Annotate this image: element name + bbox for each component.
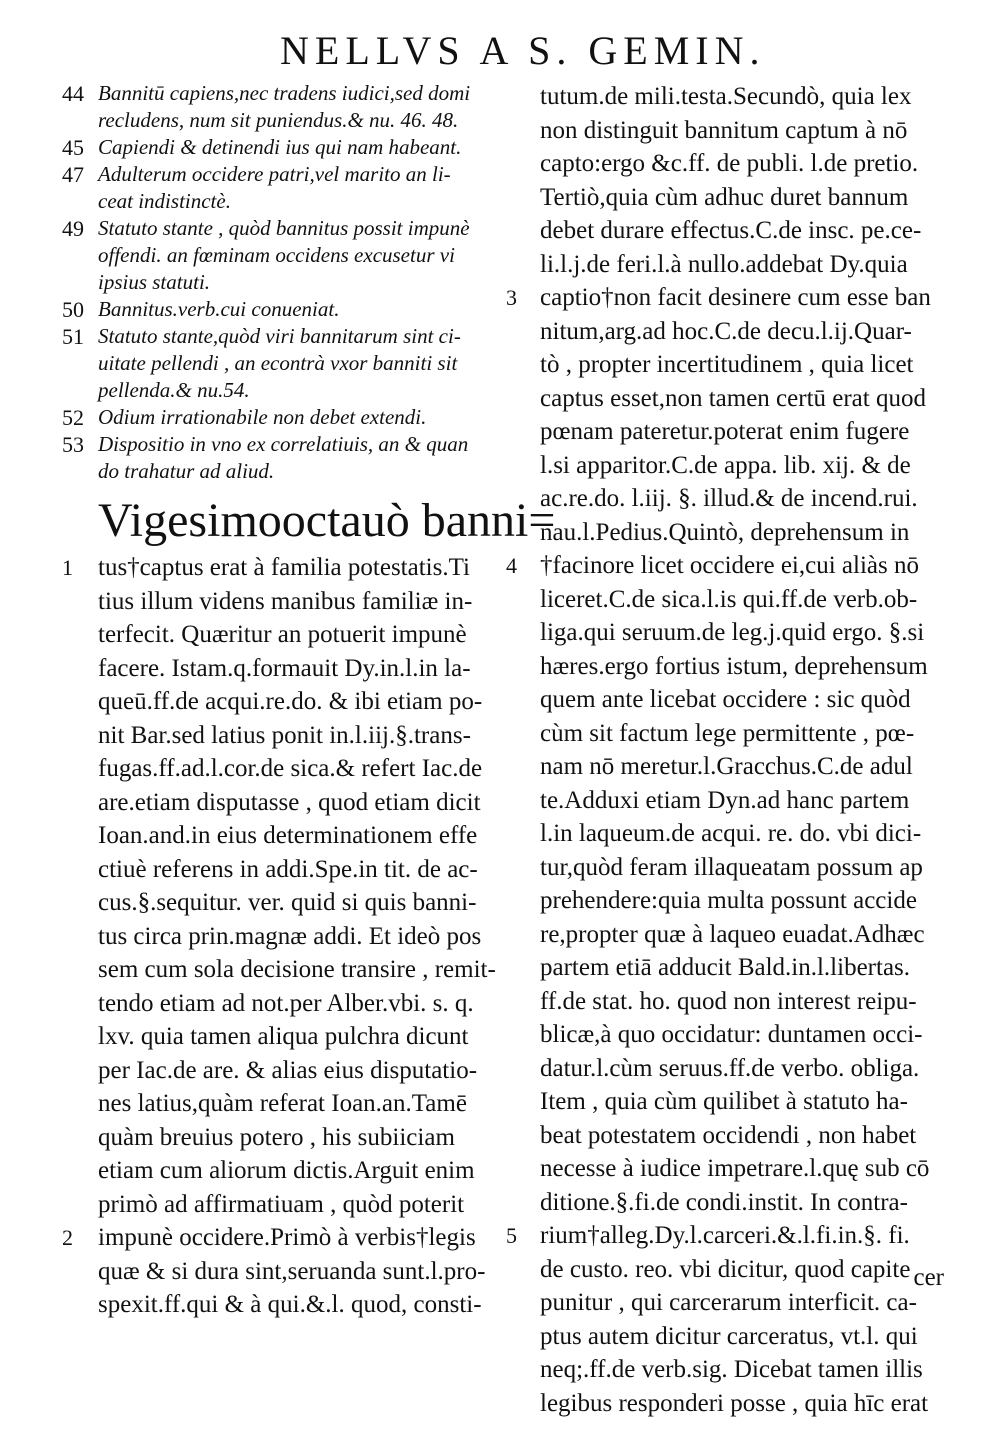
- text-line: [510, 415, 955, 449]
- text-line: [62, 1288, 508, 1322]
- index-entry: [62, 296, 508, 323]
- text-line: [510, 1286, 955, 1320]
- text-line-content: facere. Istam.q.formauit Dy.in.l.in la-: [98, 654, 471, 682]
- text-line: [510, 315, 955, 349]
- text-line: [62, 953, 508, 987]
- text-line: [510, 985, 955, 1019]
- text-line: [62, 551, 508, 585]
- text-line: [510, 650, 955, 684]
- text-line: [62, 1054, 508, 1088]
- text-line-content: quem ante licebat occidere : sic quòd: [540, 686, 911, 713]
- text-line: [62, 1087, 508, 1121]
- text-line-content: per Iac.de are. & alias eius disputatio-: [98, 1056, 478, 1084]
- text-line: [506, 1219, 955, 1253]
- text-line: [510, 382, 955, 416]
- text-line: [510, 750, 955, 784]
- text-line: [510, 951, 955, 985]
- text-line: [510, 80, 955, 114]
- text-line-content: tutum.de mili.testa.Secundò, quia lex: [540, 83, 912, 110]
- text-line: [510, 1186, 955, 1220]
- text-line-content: tur,quòd feram illaqueatam possum ap: [540, 853, 923, 881]
- text-line-content: nes latius,quàm referat Ioan.an.Tamē: [98, 1090, 467, 1117]
- text-line-content: tius illum videns manibus familiæ in-: [98, 587, 473, 615]
- running-head: NELLVS A S. GEMIN.: [280, 28, 766, 73]
- text-line-content: tò , propter incertitudinem , quia licet: [540, 351, 914, 378]
- text-line: [62, 752, 508, 786]
- text-line-content: capto:ergo &c.ff. de publi. l.de pretio.: [540, 150, 919, 177]
- catchword: cer: [913, 1264, 944, 1291]
- text-line: [62, 786, 508, 820]
- text-line-content: partem etiā adducit Bald.in.l.libertas.: [540, 954, 911, 981]
- text-line-content: primò ad affirmatiuam , quòd poterit: [98, 1190, 465, 1218]
- text-line: [510, 482, 955, 516]
- text-line: [510, 516, 955, 550]
- text-line: [62, 618, 508, 652]
- text-line: [510, 1119, 955, 1153]
- index-entry: [62, 404, 508, 431]
- text-line-content: Tertiò,quia cùm adhuc duret bannum: [540, 183, 909, 211]
- text-line: [510, 817, 955, 851]
- index-entry-text: Statuto stante,quòd viri bannitarum sint ci- uitate pellendi , an econtrà vxor banniti sit pellenda.& nu.54.: [98, 324, 461, 402]
- text-line: [510, 181, 955, 215]
- index-entry: [62, 80, 508, 134]
- text-line-content: debet durare effectus.C.de insc. pe.ce-: [540, 217, 922, 244]
- text-line-content: blicæ,à quo occidatur: duntamen occi-: [540, 1021, 923, 1048]
- index-entry-text: Bannitū capiens,nec tradens iudici,sed domi recludens, num sit puniendus.& nu. 46. 48.: [98, 81, 471, 132]
- text-line: [510, 583, 955, 617]
- text-line: [62, 652, 508, 686]
- text-line: [510, 114, 955, 148]
- text-line: [510, 1085, 955, 1119]
- text-line-content: captus esset,non tamen certū erat quod: [540, 384, 926, 412]
- text-line-content: tendo etiam ad not.per Alber.vbi. s. q.: [98, 989, 474, 1017]
- text-line-content: hæres.ergo fortius istum, deprehensum: [540, 652, 928, 680]
- text-line-content: legibus responderi posse , quia hīc erat: [540, 1389, 929, 1417]
- text-line: [62, 1255, 508, 1289]
- text-line: [506, 549, 955, 583]
- text-line-content: nitum,arg.ad hoc.C.de decu.l.ij.Quar-: [540, 317, 912, 345]
- text-line-content: non distinguit bannitum captum à nō: [540, 116, 908, 144]
- text-line: [62, 685, 508, 719]
- index-entry: [62, 134, 508, 161]
- text-line: [510, 147, 955, 181]
- text-line: [510, 1353, 955, 1387]
- text-line-content: tus†captus erat à familia potestatis.Ti: [98, 554, 470, 581]
- text-line-content: ptus autem dicitur carceratus, vt.l. qui: [540, 1322, 918, 1350]
- text-line: [510, 449, 955, 483]
- index-entry-number: 52: [62, 405, 84, 430]
- right-column: [506, 80, 955, 1420]
- index-entry: [62, 431, 508, 485]
- text-line: [510, 1320, 955, 1354]
- text-line-content: beat potestatem occidendi , non habet: [540, 1121, 917, 1149]
- text-line-content: lxv. quia tamen aliqua pulchra dicunt: [98, 1023, 469, 1050]
- text-line-content: ditione.§.fi.de condi.instit. In contra-: [540, 1188, 908, 1216]
- text-line: [510, 1018, 955, 1052]
- text-line-content: tus circa prin.magnæ addi. Et ideò pos: [98, 922, 482, 950]
- text-line: [62, 1221, 508, 1255]
- text-line-content: ctiuè referens in addi.Spe.in tit. de ac-: [98, 855, 478, 883]
- text-line: [62, 819, 508, 853]
- text-line: [62, 920, 508, 954]
- right-body-text: [506, 80, 955, 1420]
- text-line: [510, 1253, 955, 1287]
- text-line-content: quæ & si dura sint,seruanda sunt.l.pro-: [98, 1257, 486, 1285]
- margin-note-number: 3: [506, 285, 517, 310]
- left-column: [62, 80, 556, 1322]
- margin-note-number: 5: [506, 1223, 517, 1248]
- text-line-content: fugas.ff.ad.l.cor.de sica.& refert Iac.de: [98, 755, 483, 782]
- index-entry-number: 45: [62, 135, 84, 160]
- margin-note-number: 2: [62, 1225, 73, 1250]
- text-line: [510, 683, 955, 717]
- text-line-content: pœnam pateretur.poterat enim fugere: [540, 418, 910, 445]
- text-line-content: are.etiam disputasse , quod etiam dicit: [98, 788, 481, 816]
- margin-note-number: 1: [62, 555, 73, 580]
- text-line-content: li.l.j.de feri.l.à nullo.addebat Dy.quia: [540, 250, 908, 278]
- text-line-content: de custo. reo. vbi dicitur, quod capite: [540, 1255, 911, 1283]
- text-line-content: l.in laqueum.de acqui. re. do. vbi dici-: [540, 820, 922, 847]
- text-line-content: l.si apparitor.C.de appa. lib. xij. & de: [540, 451, 911, 479]
- text-line: [510, 348, 955, 382]
- text-line: [62, 987, 508, 1021]
- index-entry: [62, 323, 508, 404]
- text-line-content: necesse à iudice impetrare.l.quę sub cō: [540, 1155, 930, 1182]
- text-line: [62, 585, 508, 619]
- text-line-content: captio†non facit desinere cum esse ban: [540, 284, 931, 311]
- text-line: [62, 886, 508, 920]
- text-line-content: te.Adduxi etiam Dyn.ad hanc partem: [540, 786, 910, 814]
- text-line-content: re,propter quæ à laqueo euadat.Adhæc: [540, 920, 925, 948]
- text-line: [510, 248, 955, 282]
- summary-index: [62, 80, 508, 485]
- text-line-content: liceret.C.de sica.l.is qui.ff.de verb.ob-: [540, 585, 918, 613]
- text-line-content: Item , quia cùm quilibet à statuto ha-: [540, 1088, 908, 1115]
- text-line: [506, 281, 955, 315]
- index-entry-number: 50: [62, 297, 84, 322]
- text-line: [62, 1154, 508, 1188]
- text-line: [510, 1052, 955, 1086]
- text-line: [62, 719, 508, 753]
- text-line-content: sem cum sola decisione transire , remit-: [98, 956, 496, 983]
- text-line: [510, 784, 955, 818]
- index-entry-text: Bannitus.verb.cui conueniat.: [98, 297, 340, 321]
- text-line-content: datur.l.cùm seruus.ff.de verbo. obliga.: [540, 1054, 920, 1082]
- text-line-content: punitur , qui carcerarum interficit. ca-: [540, 1289, 917, 1316]
- text-line-content: cùm sit factum lege permittente , pœ-: [540, 719, 915, 747]
- text-line-content: Ioan.and.in eius determinationem effe: [98, 822, 478, 849]
- index-entry: [62, 161, 508, 215]
- text-line: [510, 717, 955, 751]
- index-entry-text: Statuto stante , quòd bannitus possit impunè offendi. an fœminam occidens excusetur vi ipsius statuti.: [98, 216, 470, 294]
- text-line-content: neq;.ff.de verb.sig. Dicebat tamen illis: [540, 1356, 923, 1383]
- left-body-text: [62, 551, 508, 1322]
- margin-note-number: 4: [506, 553, 517, 578]
- index-entry-text: Capiendi & detinendi ius qui nam habeant.: [98, 135, 462, 159]
- text-line-content: queū.ff.de acqui.re.do. & ibi etiam po-: [98, 688, 483, 715]
- text-line-content: ac.re.do. l.iij. §. illud.& de incend.rui.: [540, 485, 918, 512]
- index-entry-number: 44: [62, 81, 84, 106]
- index-entry-number: 53: [62, 432, 84, 457]
- text-line: [510, 214, 955, 248]
- text-line: [62, 1020, 508, 1054]
- text-line-content: nau.l.Pedius.Quintò, deprehensum in: [540, 518, 910, 546]
- text-line-content: impunè occidere.Primò à verbis†legis: [98, 1224, 476, 1251]
- text-line-content: nam nō meretur.l.Gracchus.C.de adul: [540, 753, 913, 780]
- text-line: [510, 616, 955, 650]
- text-line: [510, 918, 955, 952]
- index-entry-number: 47: [62, 162, 84, 187]
- index-entry-text: Dispositio in vno ex correlatiuis, an & quan do trahatur ad aliud.: [98, 432, 469, 483]
- text-line-content: quàm breuius potero , his subiiciam: [98, 1123, 455, 1151]
- text-line-content: prehendere:quia multa possunt accide: [540, 887, 917, 914]
- text-line: [62, 1121, 508, 1155]
- text-line: [510, 1152, 955, 1186]
- text-line-content: †facinore licet occidere ei,cui aliàs nō: [540, 552, 919, 579]
- index-entry: [62, 215, 508, 296]
- text-line-content: spexit.ff.qui & à qui.&.l. quod, consti-: [98, 1291, 482, 1318]
- text-line: [510, 1387, 955, 1421]
- index-entry-text: Adulterum occidere patri,vel marito an li- ceat indistinctè.: [98, 162, 451, 213]
- text-line: [510, 884, 955, 918]
- text-line-content: nit Bar.sed latius ponit in.l.iij.§.trans-: [98, 721, 471, 749]
- text-line: [510, 851, 955, 885]
- text-line-content: ff.de stat. ho. quod non interest reipu-: [540, 987, 917, 1015]
- index-entry-number: 49: [62, 216, 84, 241]
- section-heading: Vigesimooctauò banni=: [98, 494, 556, 547]
- text-line: [62, 853, 508, 887]
- text-line-content: liga.qui seruum.de leg.j.quid ergo. §.si: [540, 619, 925, 646]
- text-line-content: rium†alleg.Dy.l.carceri.&.l.fi.in.§. fi.: [540, 1222, 910, 1249]
- text-line: [62, 1188, 508, 1222]
- text-line-content: cus.§.sequitur. ver. quid si quis banni-: [98, 889, 477, 916]
- text-line-content: terfecit. Quæritur an potuerit impunè: [98, 621, 467, 648]
- index-entry-text: Odium irrationabile non debet extendi.: [98, 405, 427, 429]
- index-entry-number: 51: [62, 324, 84, 349]
- text-line-content: etiam cum aliorum dictis.Arguit enim: [98, 1157, 475, 1184]
